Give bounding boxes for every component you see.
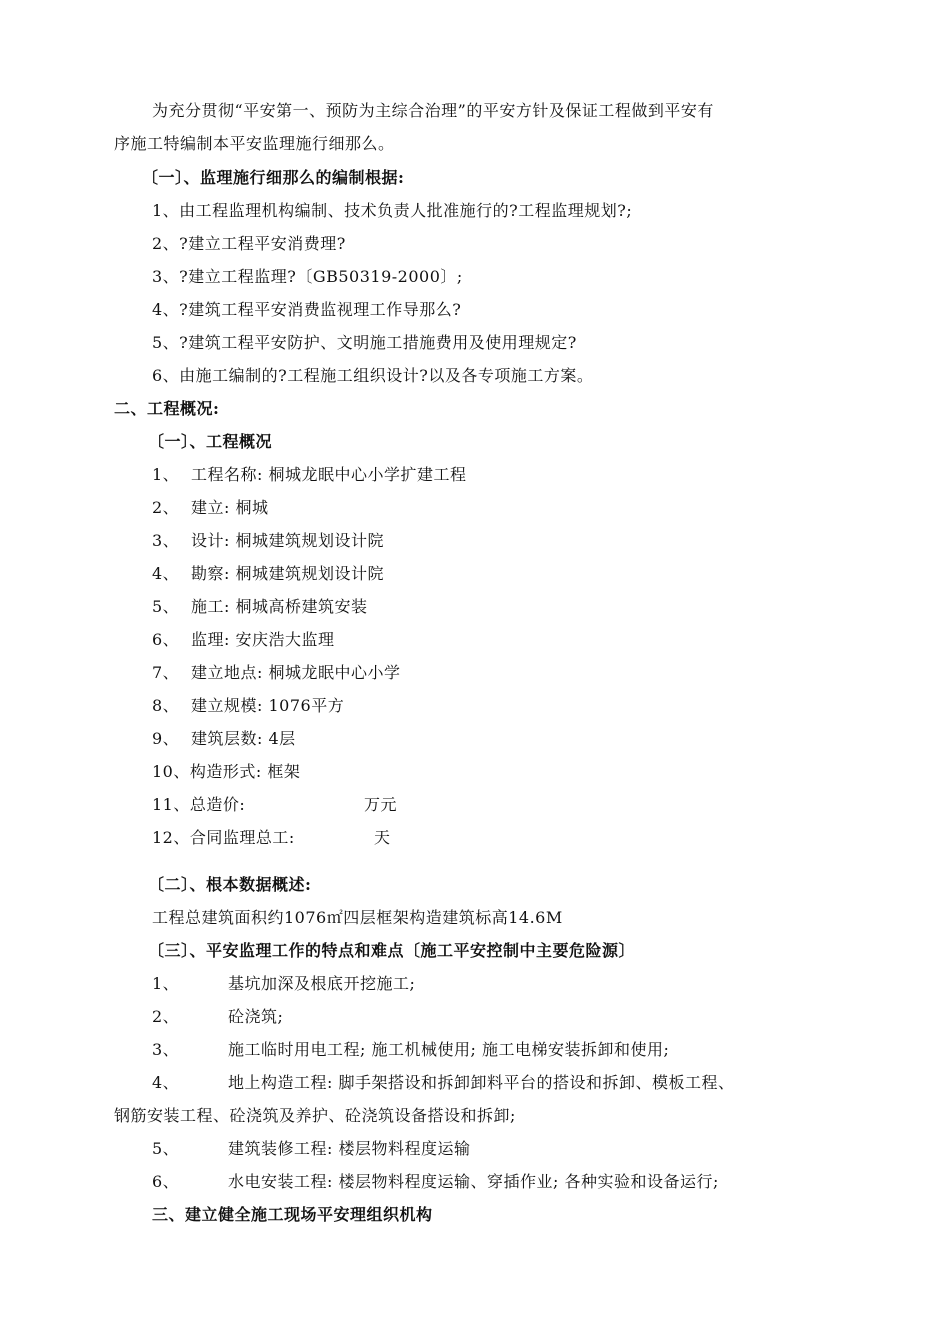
sec1-item-3: 3、?建立工程监理?〔GB50319-2000〕; [152, 267, 463, 286]
project-item-1 [152, 465, 467, 485]
hazard-item-5 [152, 1139, 471, 1159]
sec3-heading: 三、建立健全施工现场平安理组织机构 [152, 1205, 433, 1224]
hazard-item-num: 1、 [152, 974, 180, 993]
project-item-7 [152, 663, 401, 683]
project-item-unit: 天 [374, 828, 391, 847]
project-item-unit: 万元 [364, 795, 398, 814]
project-item-11 [152, 795, 398, 815]
project-item-text: 设计: 桐城建筑规划设计院 [191, 531, 384, 550]
project-item-text: 建筑层数: 4层 [191, 729, 296, 748]
sec2-sub2-heading: 〔二〕、根本数据概述: [148, 875, 312, 894]
sec2-heading: 二、工程概况: [114, 399, 220, 418]
sec2-sub1-heading: 〔一〕、工程概况 [148, 432, 273, 451]
project-item-8 [152, 696, 345, 716]
project-item-num: 9、 [152, 729, 180, 748]
sec2-sub2-text: 工程总建筑面积约1076㎡四层框架构造建筑标高14.6M [152, 908, 563, 927]
hazard-item-3 [152, 1040, 670, 1060]
project-item-num: 2、 [152, 498, 180, 517]
project-item-text: 勘察: 桐城建筑规划设计院 [191, 564, 384, 583]
sec1-item-5: 5、?建筑工程平安防护、文明施工措施费用及使用理规定? [152, 333, 577, 352]
hazard-item-num: 4、 [152, 1073, 180, 1092]
project-item-text: 建立: 桐城 [191, 498, 269, 517]
project-item-4 [152, 564, 384, 584]
hazard-item-4 [152, 1073, 735, 1093]
sec1-item-1: 1、由工程监理机构编制、技术负责人批准施行的?工程监理规划?; [152, 201, 633, 220]
project-item-num: 5、 [152, 597, 180, 616]
project-item-text: 监理: 安庆浩大监理 [191, 630, 335, 649]
hazard-item-text: 水电安装工程: 楼层物料程度运输、穿插作业; 各种实验和设备运行; [228, 1172, 719, 1191]
sec2-sub3-heading: 〔三〕、平安监理工作的特点和难点〔施工平安控制中主要危险源〕 [148, 941, 636, 960]
project-item-num: 8、 [152, 696, 180, 715]
project-item-6 [152, 630, 335, 650]
hazard-item-4-cont: 钢筋安装工程、砼浇筑及养护、砼浇筑设备搭设和拆卸; [114, 1106, 516, 1125]
intro-line-1: 为充分贯彻“平安第一、预防为主综合治理”的平安方针及保证工程做到平安有 [152, 101, 714, 120]
project-item-label: 11、总造价: [152, 795, 246, 814]
hazard-item-num: 3、 [152, 1040, 180, 1059]
project-item-12 [152, 828, 391, 848]
project-item-num: 6、 [152, 630, 180, 649]
hazard-item-1 [152, 974, 416, 994]
intro-line-2: 序施工特编制本平安监理施行细那么。 [114, 134, 395, 153]
sec1-item-4: 4、?建筑工程平安消费监视理工作导那么? [152, 300, 462, 319]
hazard-item-text: 建筑装修工程: 楼层物料程度运输 [228, 1139, 471, 1158]
sec1-item-6: 6、由施工编制的?工程施工组织设计?以及各专项施工方案。 [152, 366, 594, 385]
hazard-item-num: 2、 [152, 1007, 180, 1026]
hazard-item-6 [152, 1172, 719, 1192]
hazard-item-text: 砼浇筑; [228, 1007, 284, 1026]
sec1-heading: 〔一〕、监理施行细那么的编制根据: [142, 168, 405, 187]
project-item-num: 4、 [152, 564, 180, 583]
project-item-text: 建立地点: 桐城龙眠中心小学 [191, 663, 401, 682]
project-item-label: 12、合同监理总工: [152, 828, 295, 847]
project-item-num: 3、 [152, 531, 180, 550]
hazard-item-text: 基坑加深及根底开挖施工; [228, 974, 416, 993]
hazard-item-text: 地上构造工程: 脚手架搭设和拆卸卸料平台的搭设和拆卸、模板工程、 [228, 1073, 735, 1092]
hazard-item-num: 5、 [152, 1139, 180, 1158]
hazard-item-2 [152, 1007, 284, 1027]
project-item-3 [152, 531, 384, 551]
sec1-item-2: 2、?建立工程平安消费理? [152, 234, 346, 253]
project-item-num: 7、 [152, 663, 180, 682]
project-item-text: 工程名称: 桐城龙眠中心小学扩建工程 [191, 465, 467, 484]
project-item-num: 1、 [152, 465, 180, 484]
project-item-text: 施工: 桐城高桥建筑安装 [191, 597, 368, 616]
project-item-10: 10、构造形式: 框架 [152, 762, 301, 781]
project-item-2 [152, 498, 269, 518]
hazard-item-text: 施工临时用电工程; 施工机械使用; 施工电梯安装拆卸和使用; [228, 1040, 670, 1059]
project-item-9 [152, 729, 296, 749]
hazard-item-num: 6、 [152, 1172, 180, 1191]
project-item-5 [152, 597, 368, 617]
project-item-text: 建立规模: 1076平方 [191, 696, 345, 715]
